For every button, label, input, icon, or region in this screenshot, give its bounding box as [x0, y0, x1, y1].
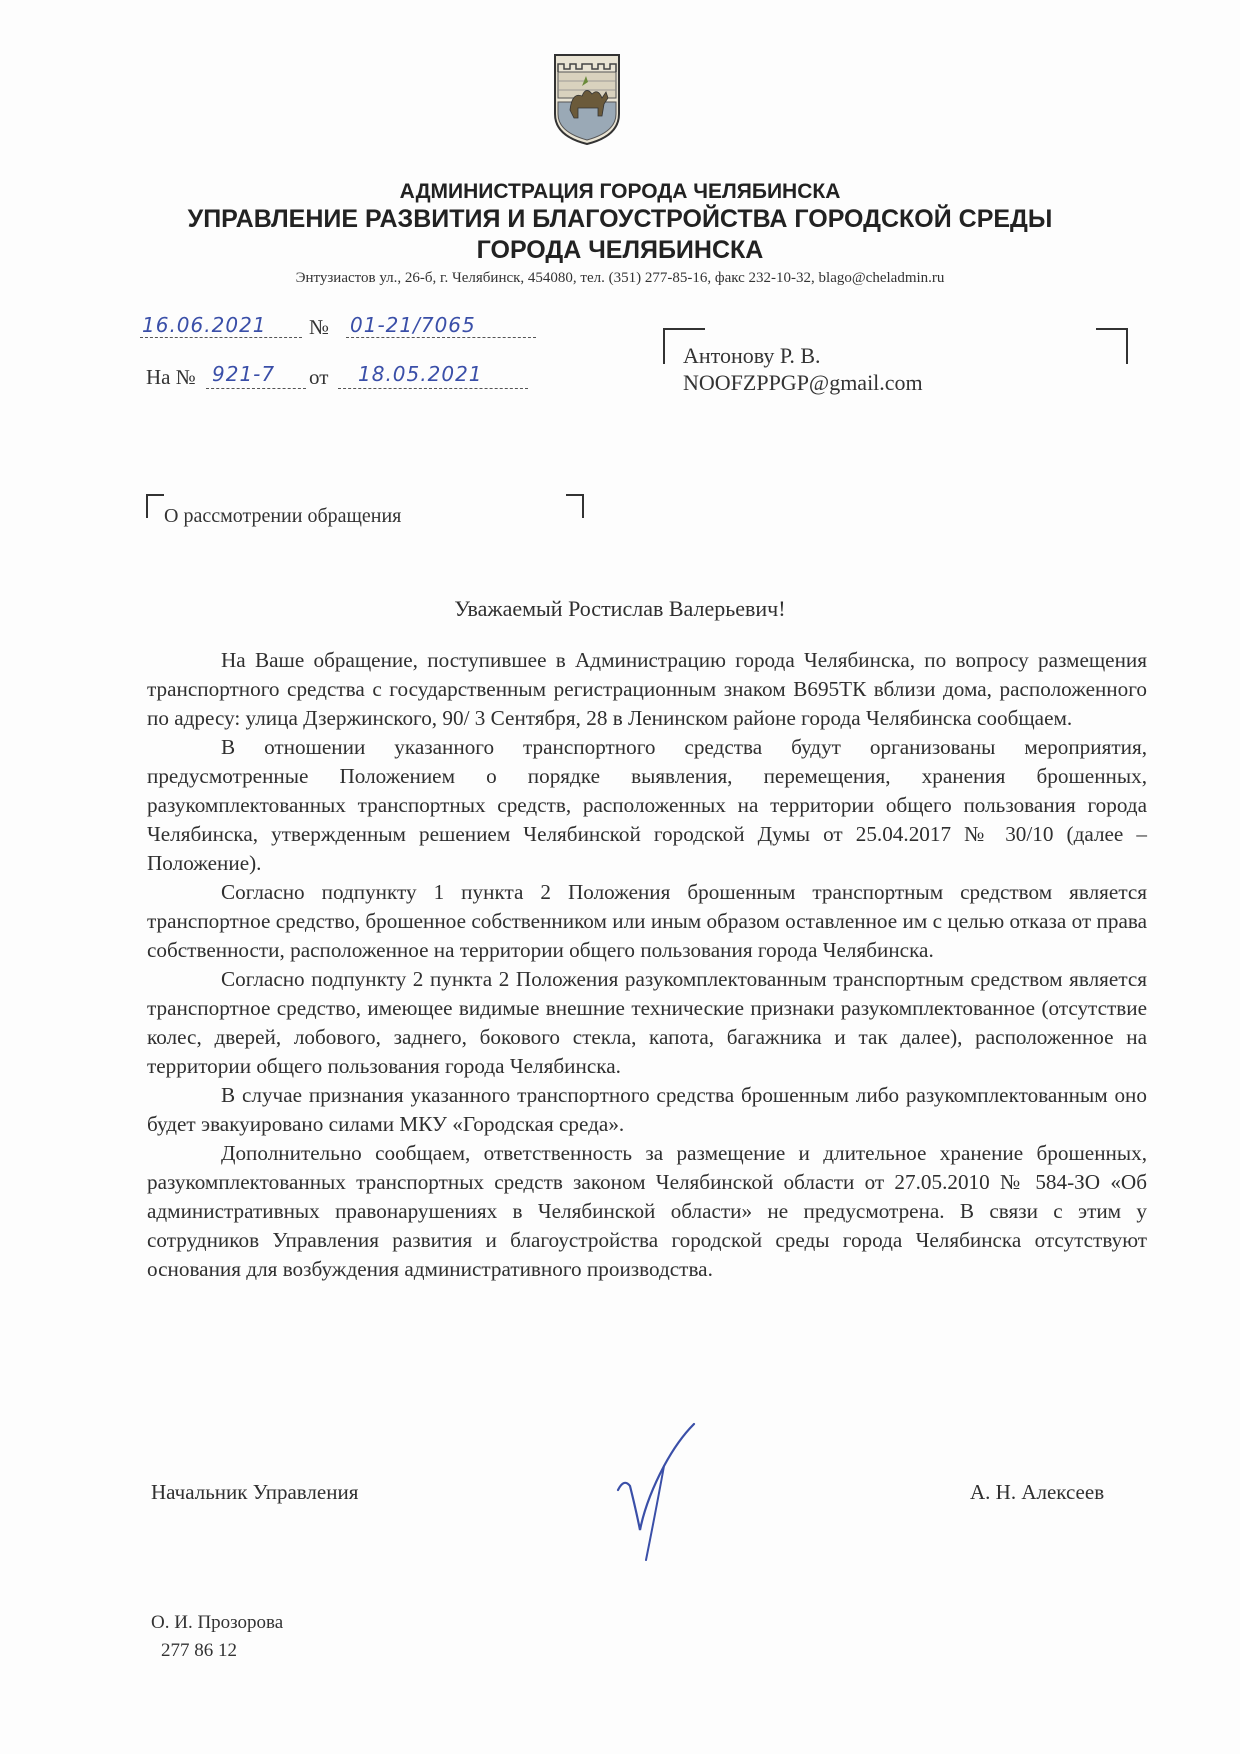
executor-phone: 277 86 12: [161, 1640, 237, 1661]
number-label: №: [309, 315, 330, 339]
ref-from-label: от: [309, 365, 329, 389]
subject-corner-left: [146, 494, 164, 518]
ref-date: 18.05.2021: [358, 362, 483, 386]
recipient-corner-right: [1096, 328, 1128, 364]
body-paragraph: В отношении указанного транспортного средства будут организованы мероприятия, предусмотренные Положением о порядке выявления, перемещения, хранения брошенных, разукомплектованных транспортных средств, расположенных на территории общего пользования города Челябинска, утвержденным решением Челябинской городской Думы от 25.04.2017 № 30/10 (далее – Положение).: [147, 735, 1147, 875]
greeting: Уважаемый Ростислав Валерьевич!: [454, 596, 786, 621]
department-title: УПРАВЛЕНИЕ РАЗВИТИЯ И БЛАГОУСТРОЙСТВА ГОРОДСКОЙ СРЕДЫ: [187, 205, 1053, 233]
ref-number: 921-7: [212, 362, 276, 386]
department-city: ГОРОДА ЧЕЛЯБИНСКА: [476, 236, 764, 264]
body-paragraph: Согласно подпункту 1 пункта 2 Положения брошенным транспортным средством является транспортное средство, брошенное собственником или иным образом оставленное им с целью отказа от права собственности, расположенное на территории общего пользования города Челябинска.: [147, 880, 1147, 962]
signer-position: Начальник Управления: [151, 1480, 359, 1504]
coat-of-arms-icon: [552, 52, 622, 146]
signer-name: А. Н. Алексеев: [970, 1480, 1105, 1504]
body-paragraph: На Ваше обращение, поступившее в Администрацию города Челябинска, по вопросу размещения транспортного средства с государственным регистрационным знаком В695ТК вблизи дома, расположенного по адресу: улица Дзержинского, 90/ 3 Сентября, 28 в Ленинском районе города Челябинска сообщаем.: [147, 648, 1147, 730]
executor-name: О. И. Прозорова: [151, 1612, 284, 1633]
number-underline: [346, 337, 536, 338]
administration-title: АДМИНИСТРАЦИЯ ГОРОДА ЧЕЛЯБИНСКА: [399, 180, 841, 203]
handwritten-signature: [598, 1420, 718, 1566]
body-paragraph: Согласно подпункту 2 пункта 2 Положения разукомплектованным транспортным средством является транспортное средство, имеющее видимые внешние технические признаки разукомплектованное (отсутствие колес, дверей, лобового, заднего, бокового стекла, капота, багажника и так далее), расположенное на территории общего пользования города Челябинска.: [147, 967, 1147, 1078]
registration-date: 16.06.2021: [142, 313, 267, 337]
letter-subject: О рассмотрении обращения: [164, 505, 402, 527]
letter-body: [147, 646, 1147, 1284]
department-address: Энтузиастов ул., 26-б, г. Челябинск, 454080, тел. (351) 277-85-16, факс 232-10-32, blago@cheladmin.ru: [295, 270, 945, 286]
date-underline: [140, 337, 302, 338]
body-paragraph: В случае признания указанного транспортного средства брошенным либо разукомплектованным оно будет эвакуировано силами МКУ «Городская среда».: [147, 1083, 1147, 1136]
recipient-email: NOOFZPPGP@gmail.com: [683, 370, 923, 395]
registration-number: 01-21/7065: [350, 313, 476, 337]
ref-number-label: На №: [146, 365, 196, 389]
ref-number-underline: [206, 388, 306, 389]
subject-corner-right: [566, 494, 584, 518]
ref-date-underline: [338, 388, 528, 389]
recipient-name: Антонову Р. В.: [683, 343, 821, 368]
body-paragraph: Дополнительно сообщаем, ответственность за размещение и длительное хранение брошенных, разукомплектованных транспортных средств законом Челябинской области от 27.05.2010 № 584-ЗО «Об административных правонарушениях в Челябинской области» не предусмотрена. В связи с этим у сотрудников Управления развития и благоустройства городской среды города Челябинска отсутствуют основания для возбуждения административного производства.: [147, 1141, 1147, 1281]
